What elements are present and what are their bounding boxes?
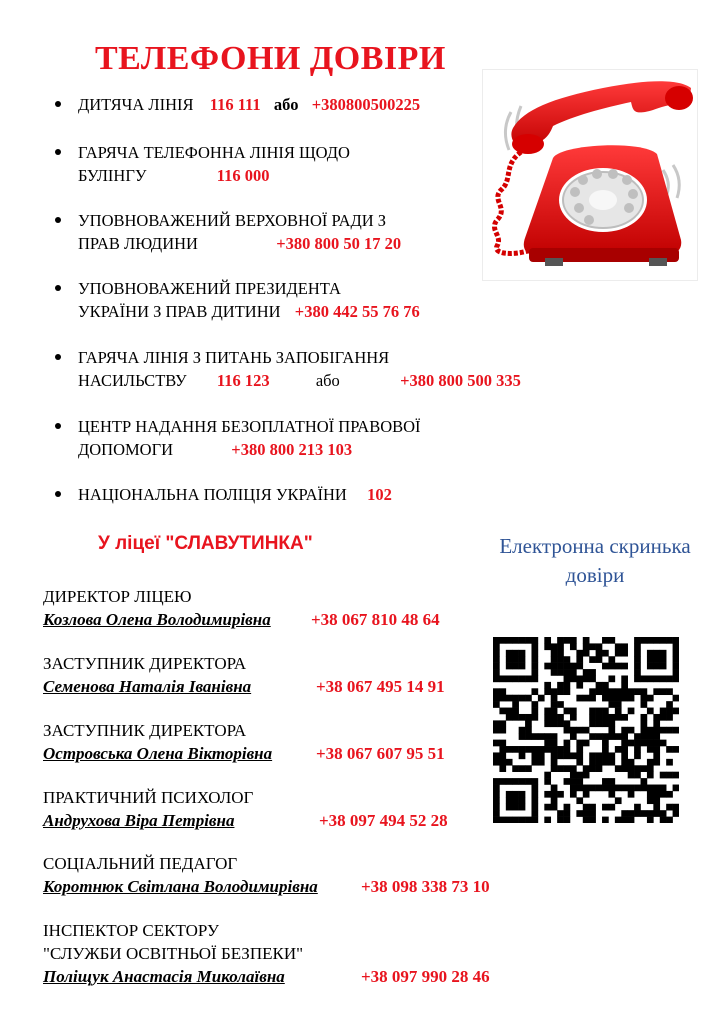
qr-code-icon[interactable] (493, 637, 679, 823)
bullet-icon (55, 101, 61, 107)
hotline-label: ГАРЯЧА ЛІНІЯ З ПИТАНЬ ЗАПОБІГАННЯ (78, 348, 390, 367)
hotline-number-alt: +380 800 500 335 (400, 371, 521, 390)
staff-name: Поліщук Анастасія Миколаївна (43, 967, 285, 986)
bullet-icon (55, 149, 61, 155)
staff-name: Коротнюк Світлана Володимирівна (43, 877, 318, 896)
staff-entry (43, 652, 445, 698)
staff-role: ПРАКТИЧНИЙ ПСИХОЛОГ (43, 788, 254, 807)
red-rotary-phone-icon (483, 70, 697, 280)
staff-entry (43, 852, 490, 898)
hotline-label: ПРАВ ЛЮДИНИ (78, 234, 198, 253)
hotline-number: +380 800 50 17 20 (276, 234, 402, 253)
hotline-label: ЦЕНТР НАДАННЯ БЕЗОПЛАТНОЇ ПРАВОВОЇ (78, 417, 421, 436)
staff-entry (43, 786, 448, 832)
bullet-icon (55, 423, 61, 429)
hotline-number: +380 800 213 103 (231, 440, 353, 459)
staff-role: СОЦІАЛЬНИЙ ПЕДАГОГ (43, 854, 238, 873)
staff-phone: +38 067 495 14 91 (316, 677, 445, 696)
staff-role: ДИРЕКТОР ЛІЦЕЮ (43, 587, 192, 606)
hotline-or: або (315, 371, 340, 390)
staff-entry (43, 719, 445, 765)
staff-name: Андрухова Віра Петрівна (43, 811, 235, 830)
staff-role: ЗАСТУПНИК ДИРЕКТОРА (43, 721, 247, 740)
bullet-icon (55, 217, 61, 223)
bullet-icon (55, 354, 61, 360)
hotline-number: 116 000 (216, 166, 270, 185)
hotline-label: ДОПОМОГИ (78, 440, 174, 459)
bullet-icon (55, 285, 61, 291)
hotline-label: ГАРЯЧА ТЕЛЕФОННА ЛІНІЯ ЩОДО (78, 143, 350, 162)
staff-role: ІНСПЕКТОР СЕКТОРУ (43, 921, 219, 940)
staff-role: ЗАСТУПНИК ДИРЕКТОРА (43, 654, 247, 673)
staff-name: Козлова Олена Володимирівна (43, 610, 271, 629)
hotline-number: 102 (367, 485, 392, 504)
staff-entry (43, 919, 490, 988)
bullet-icon (55, 491, 61, 497)
hotline-number-alt: +380800500225 (311, 95, 421, 114)
hotline-label: БУЛІНГУ (78, 166, 147, 185)
staff-phone: +38 067 810 48 64 (311, 610, 440, 629)
trust-box-title: Електронна скринька довіри (499, 534, 691, 587)
staff-phone: +38 098 338 73 10 (361, 877, 490, 896)
hotline-label: УПОВНОВАЖЕНИЙ ПРЕЗИДЕНТА (78, 279, 341, 298)
hotline-number: 116 123 (216, 371, 270, 390)
hotline-number: +380 442 55 76 76 (294, 302, 420, 321)
staff-phone: +38 097 494 52 28 (319, 811, 448, 830)
hotline-label: НАЦІОНАЛЬНА ПОЛІЦІЯ УКРАЇНИ (78, 485, 347, 504)
school-heading: У ліцеї "СЛАВУТИНКА" (98, 533, 313, 554)
hotline-or: або (273, 95, 299, 114)
staff-name: Семенова Наталія Іванівна (43, 677, 252, 696)
hotline-label: НАСИЛЬСТВУ (78, 371, 187, 390)
staff-name: Островська Олена Вікторівна (43, 744, 273, 763)
hotline-label: УПОВНОВАЖЕНИЙ ВЕРХОВНОЇ РАДИ З (78, 211, 387, 230)
hotline-number: 116 111 (209, 95, 261, 114)
staff-phone: +38 067 607 95 51 (316, 744, 445, 763)
staff-phone: +38 097 990 28 46 (361, 967, 490, 986)
staff-entry (43, 585, 440, 631)
page-title: ТЕЛЕФОНИ ДОВІРИ (95, 40, 446, 77)
staff-role-line2: "СЛУЖБИ ОСВІТНЬОЇ БЕЗПЕКИ" (43, 944, 304, 963)
hotline-label: ДИТЯЧА ЛІНІЯ (78, 95, 194, 114)
hotline-label: УКРАЇНИ З ПРАВ ДИТИНИ (78, 302, 281, 321)
